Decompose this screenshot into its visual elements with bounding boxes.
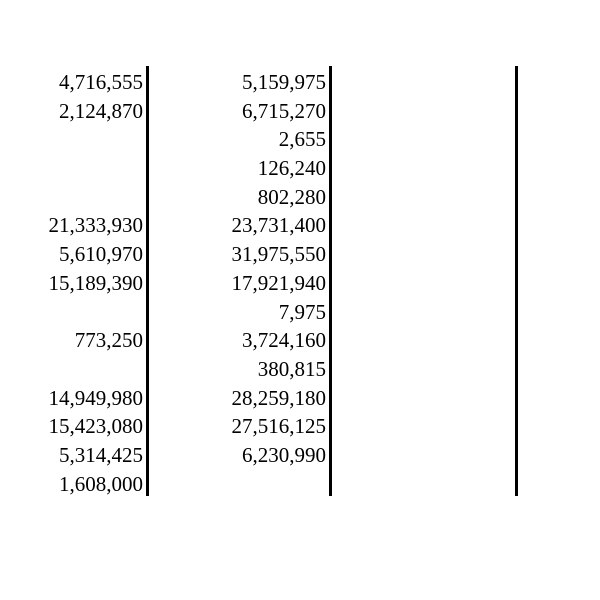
table-cell: 27,516,125 bbox=[231, 414, 326, 439]
table-cell bbox=[10, 183, 143, 212]
table-cell: 28,259,180 bbox=[231, 385, 326, 410]
table-cell: 126,240 bbox=[257, 156, 326, 181]
table-cell: 21,333,930 bbox=[48, 213, 143, 238]
table-cell: 4,716,555 bbox=[59, 70, 143, 94]
table-cell: 3,724,160 bbox=[242, 328, 326, 353]
table-cell bbox=[10, 154, 143, 183]
table-cell: 802,280 bbox=[257, 184, 326, 209]
table-cell: 6,230,990 bbox=[242, 442, 326, 467]
table-cell: 15,423,080 bbox=[48, 414, 143, 439]
table-cell bbox=[10, 125, 143, 154]
table-cell: 14,949,980 bbox=[48, 385, 143, 410]
table-cell: 15,189,390 bbox=[48, 270, 143, 295]
table-cell: 773,250 bbox=[74, 328, 143, 353]
table-cell: 7,975 bbox=[278, 299, 326, 324]
table-cell bbox=[10, 298, 143, 327]
amount-column-1 bbox=[10, 68, 143, 498]
column-divider-1 bbox=[146, 66, 149, 496]
table-cell: 5,610,970 bbox=[59, 242, 143, 267]
table-cell: 2,124,870 bbox=[59, 98, 143, 123]
table-cell: 380,815 bbox=[257, 356, 326, 381]
amount-column-2 bbox=[190, 68, 326, 498]
table-cell: 31,975,550 bbox=[231, 242, 326, 267]
table-cell: 6,715,270 bbox=[242, 98, 326, 123]
table-cell: 5,159,975 bbox=[242, 70, 326, 94]
table-cell bbox=[10, 355, 143, 384]
table-cell bbox=[190, 470, 326, 499]
table-cell: 17,921,940 bbox=[231, 270, 326, 295]
table-cell: 23,731,400 bbox=[231, 213, 326, 238]
column-divider-2 bbox=[329, 66, 332, 496]
column-divider-3 bbox=[515, 66, 518, 496]
table-cell: 2,655 bbox=[278, 127, 326, 152]
table-cell: 5,314,425 bbox=[59, 442, 143, 467]
table-cell: 1,608,000 bbox=[59, 471, 143, 496]
